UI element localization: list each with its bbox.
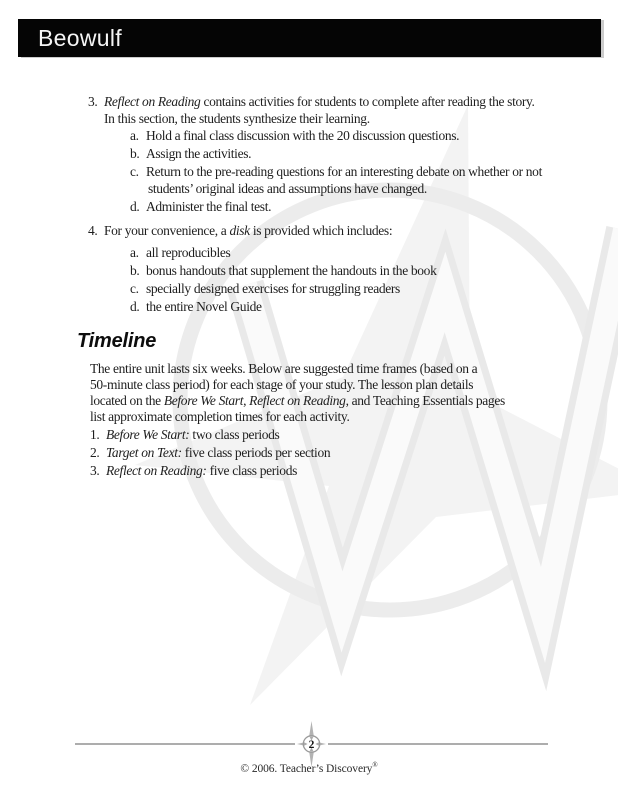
- timeline-list-3-number: 3.: [90, 463, 100, 478]
- item-4-sub-d-label: d.: [130, 299, 140, 314]
- timeline-para-line-3: located on the Before We Start, Reflect on Reading, and Teaching Essentials pages: [90, 393, 505, 408]
- item-4-line-1: [88, 222, 392, 239]
- item-3-sub-c-line-1: c. Return to the pre-reading questions for an interesting debate on whether or not: [130, 164, 542, 179]
- item-4-number: 4.: [88, 223, 98, 238]
- item-3-text: Reflect on Reading contains activities for students to complete after reading the story.: [104, 94, 535, 109]
- item-3-sub-a-label: a.: [130, 128, 139, 143]
- footer-rule-left: [75, 743, 295, 745]
- item-3-number: 3.: [88, 94, 98, 109]
- timeline-list-item-1: 1. Before We Start: two class periods: [90, 427, 280, 442]
- item-4-sub-b: b. bonus handouts that supplement the handouts in the book: [130, 263, 437, 278]
- item-4-text: For your convenience, a disk is provided which includes:: [104, 223, 393, 238]
- timeline-list-2-number: 2.: [90, 445, 100, 460]
- item-3-sub-d: d. Administer the final test.: [130, 199, 272, 214]
- item-3-sub-c-label: c.: [130, 164, 139, 179]
- item-4-sub-b-label: b.: [130, 263, 140, 278]
- timeline-para-line-1: The entire unit lasts six weeks. Below are suggested time frames (based on a: [90, 361, 478, 376]
- item-3-sub-a: a. Hold a final class discussion with the 20 discussion questions.: [130, 128, 460, 143]
- item-3-sub-d-label: d.: [130, 199, 140, 214]
- title-bar: [18, 19, 601, 57]
- footer-rule-right: [328, 743, 548, 745]
- timeline-para-line-2: 50-minute class period) for each stage of your study. The lesson plan details: [90, 377, 474, 392]
- item-4-sub-a-label: a.: [130, 245, 139, 260]
- timeline-heading: Timeline: [77, 330, 157, 352]
- timeline-list-item-2: 2. Target on Text: five class periods per section: [90, 445, 331, 460]
- item-4-sub-a: a. all reproducibles: [130, 245, 231, 260]
- timeline-list-item-3: 3. Reflect on Reading: five class periods: [90, 463, 298, 478]
- item-3-sub-b: b. Assign the activities.: [130, 146, 252, 161]
- page-title: Beowulf: [38, 24, 122, 51]
- item-3-sub-b-label: b.: [130, 146, 140, 161]
- timeline-list-1-number: 1.: [90, 427, 100, 442]
- page-number: 2: [308, 739, 315, 751]
- item-4-sub-c-label: c.: [130, 281, 139, 296]
- item-4-sub-c: c. specially designed exercises for struggling readers: [130, 281, 400, 296]
- item-3-sub-c-line-2: students’ original ideas and assumptions have changed.: [148, 181, 427, 196]
- item-3-line-2: In this section, the students synthesize their learning.: [104, 111, 370, 126]
- item-4-sub-d: d. the entire Novel Guide: [130, 299, 262, 314]
- copyright-notice: © 2006. Teacher’s Discovery®: [240, 761, 378, 775]
- item-3-line-1: [88, 93, 535, 110]
- registered-trademark-symbol: ®: [372, 761, 378, 769]
- timeline-para-line-4: list approximate completion times for each activity.: [90, 409, 350, 424]
